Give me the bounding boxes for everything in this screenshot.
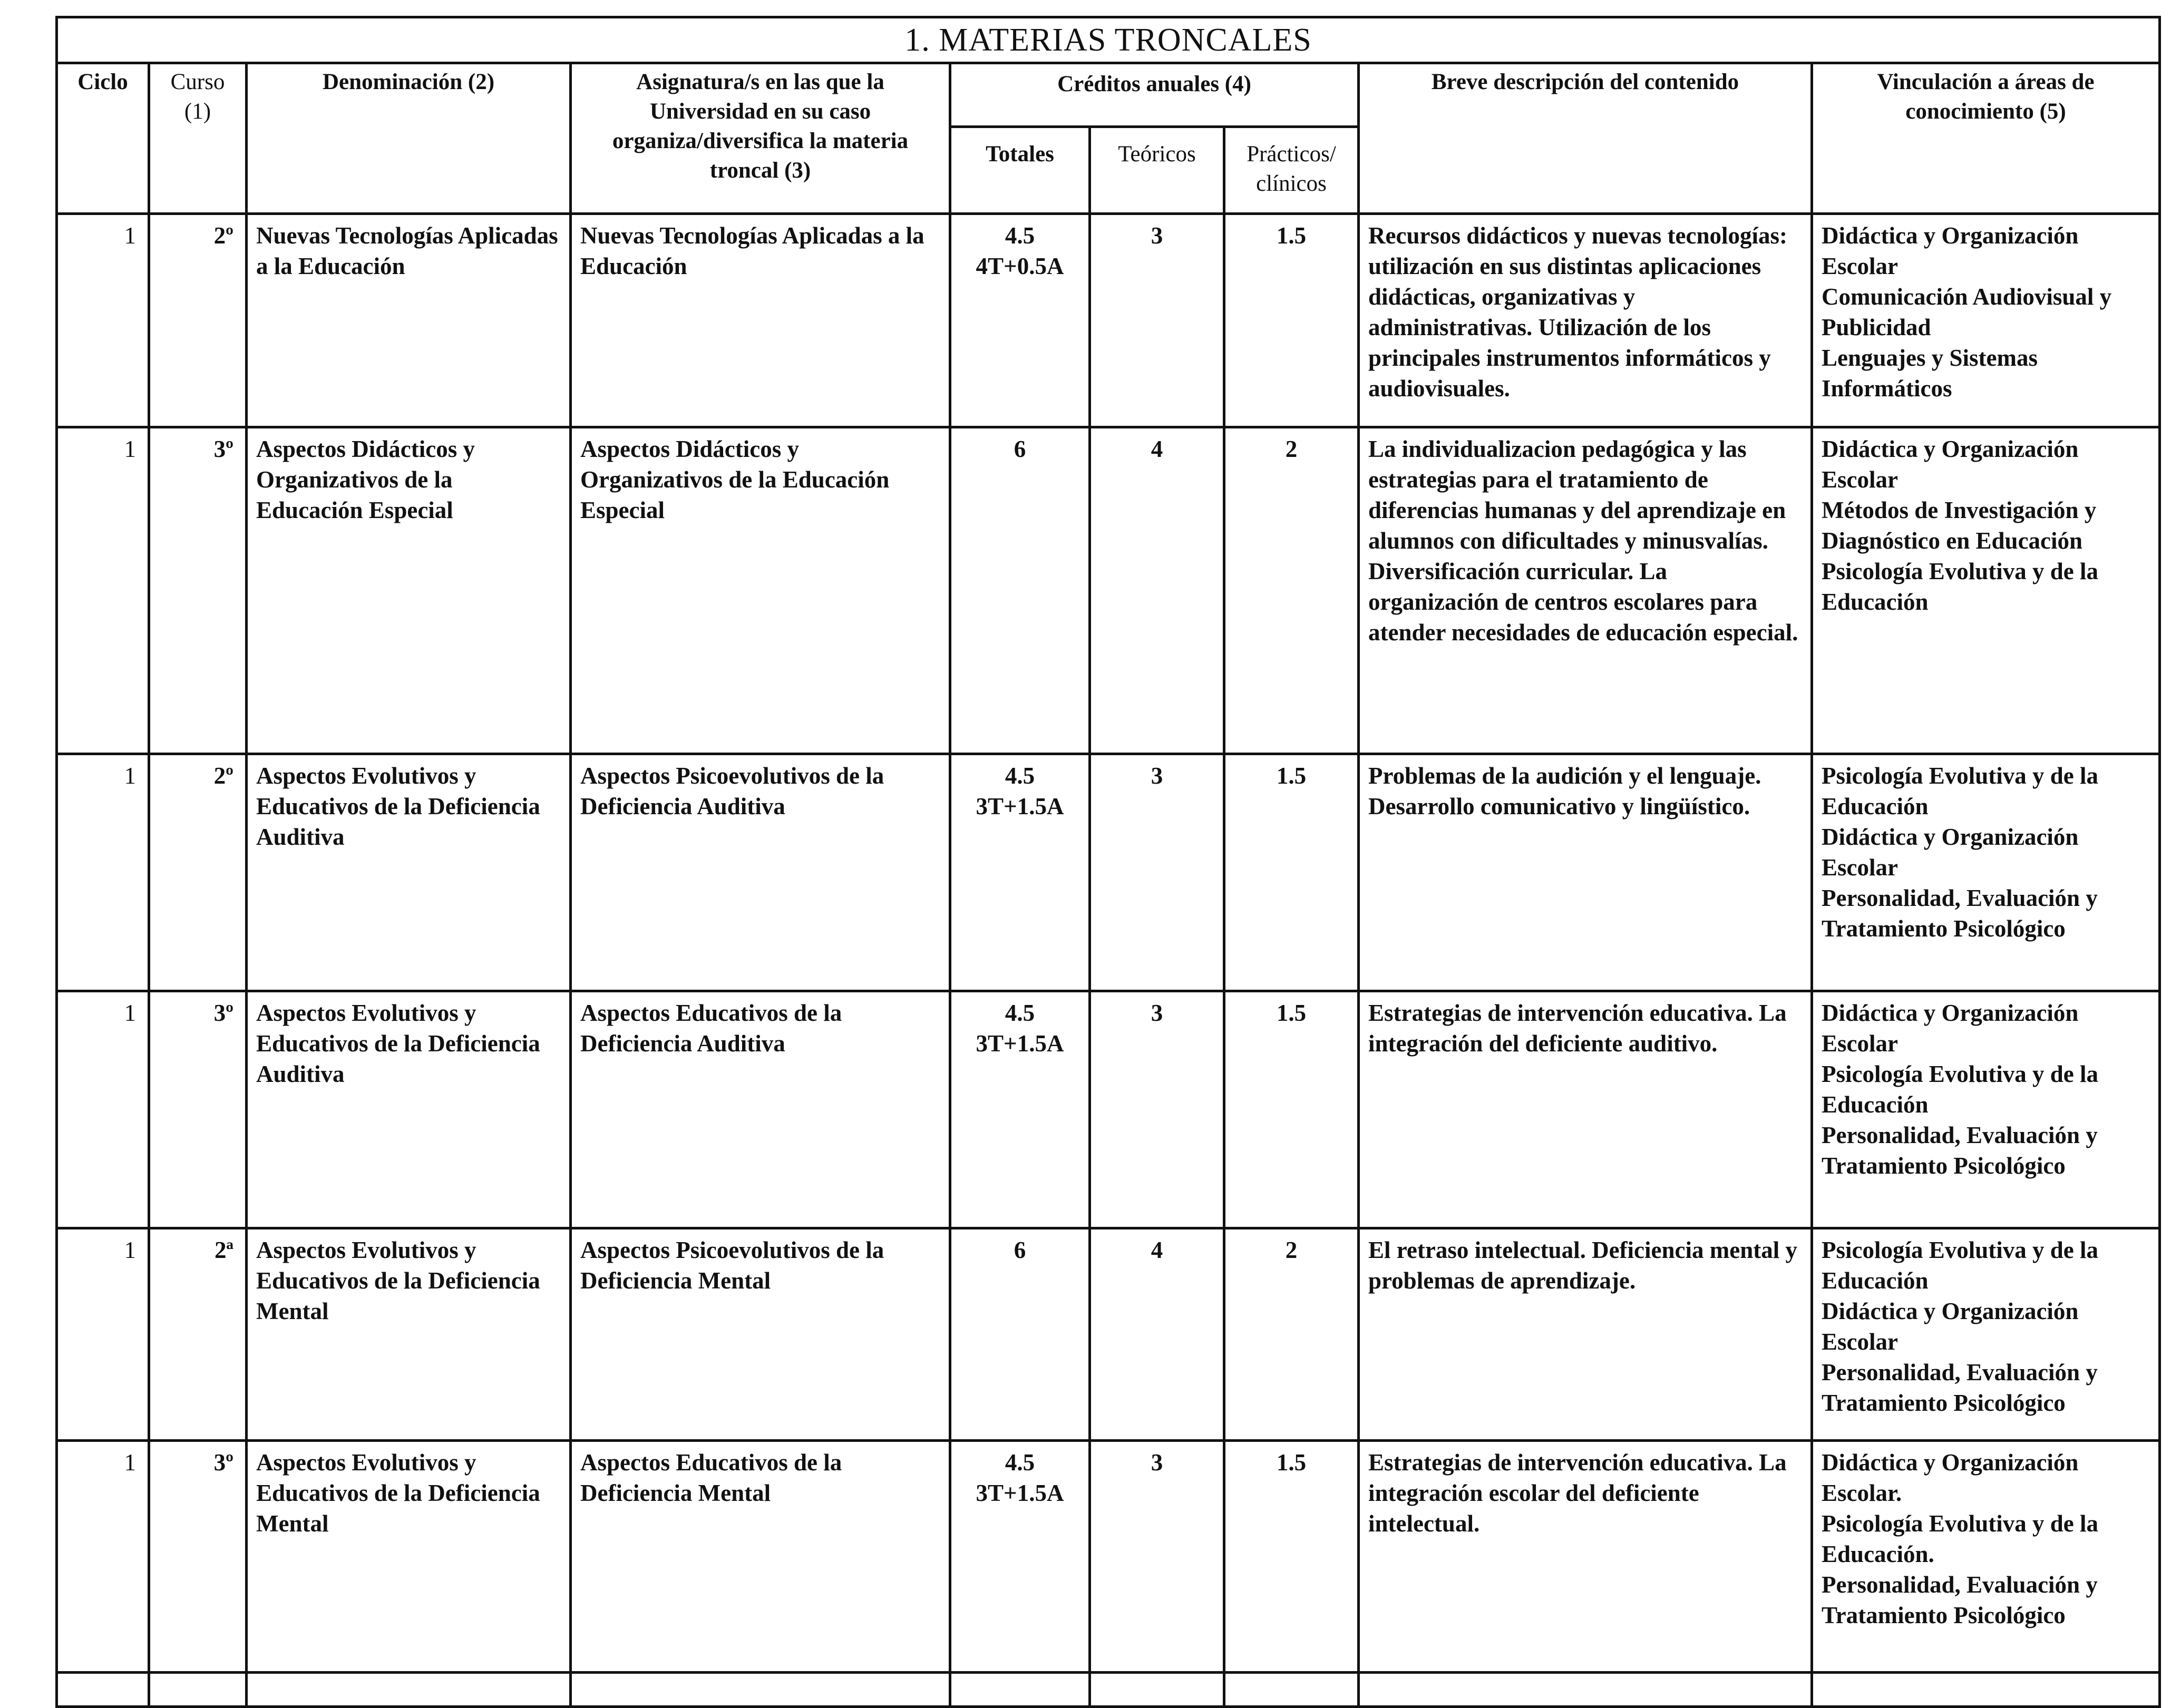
cell-practicos — [1224, 1441, 1359, 1673]
header-asignatura: Asignatura/s en las que la Universidad en su caso organiza/diversifica la materia troncal (3) — [571, 63, 950, 214]
row-asignatura: Aspectos Psicoevolutivos de la Deficiencia Auditiva — [580, 763, 884, 819]
cell-areas — [1812, 214, 2160, 427]
area-of-knowledge: Didáctica y Organización Escolar. — [1822, 1449, 2079, 1506]
table-row — [57, 991, 2160, 1228]
header-vinculacion: Vinculación a áreas de conocimiento (5) — [1812, 63, 2160, 214]
cell-curso — [149, 427, 247, 754]
cell-areas — [1812, 1228, 2160, 1441]
header-curso: Curso (1) — [149, 63, 247, 214]
table-row — [57, 1441, 2160, 1673]
row-asignatura: Aspectos Didácticos y Organizativos de la Educación Especial — [580, 436, 890, 523]
cell-curso — [149, 1228, 247, 1441]
cell-descripcion — [1359, 991, 1812, 1228]
area-of-knowledge: Personalidad, Evaluación y Tratamiento Psicológico — [1822, 1359, 2098, 1416]
cell-descripcion — [1359, 1228, 1812, 1441]
row-totales-detalle: 3T+1.5A — [976, 793, 1064, 819]
header-totales: Totales — [950, 127, 1090, 214]
cell-teoricos — [1090, 1228, 1224, 1441]
row-totales-detalle: 3T+1.5A — [976, 1480, 1064, 1506]
cell-totales — [950, 991, 1090, 1228]
row-denominacion: Aspectos Evolutivos y Educativos de la Deficiencia Mental — [256, 1237, 540, 1324]
row-teoricos: 4 — [1151, 436, 1163, 462]
area-of-knowledge: Didáctica y Organización Escolar — [1822, 824, 2079, 881]
row-practicos: 1.5 — [1276, 1000, 1307, 1026]
cell-areas — [1812, 754, 2160, 991]
cell-curso — [149, 1441, 247, 1673]
cell-teoricos — [1090, 1441, 1224, 1673]
spacer-cell — [1359, 1673, 1812, 1707]
cell-denominacion — [247, 1441, 571, 1673]
row-totales: 4.5 — [1005, 763, 1035, 789]
spacer-cell — [247, 1673, 571, 1707]
cell-teoricos — [1090, 214, 1224, 427]
area-of-knowledge: Didáctica y Organización Escolar — [1822, 222, 2079, 279]
row-ciclo: 1 — [124, 1237, 136, 1263]
spacer-cell — [149, 1673, 247, 1707]
header-practicos: Prácticos/ clínicos — [1224, 127, 1359, 214]
header-ciclo: Ciclo — [57, 63, 149, 214]
area-of-knowledge: Psicología Evolutiva y de la Educación — [1822, 558, 2099, 615]
area-of-knowledge: Personalidad, Evaluación y Tratamiento Psicológico — [1822, 885, 2098, 942]
cell-areas — [1812, 1441, 2160, 1673]
area-of-knowledge: Comunicación Audiovisual y Publicidad — [1822, 284, 2112, 340]
cell-curso — [149, 991, 247, 1228]
row-curso: 3º — [213, 436, 233, 462]
area-of-knowledge: Psicología Evolutiva y de la Educación — [1822, 1061, 2099, 1118]
cell-practicos — [1224, 754, 1359, 991]
cell-asignatura — [571, 1228, 950, 1441]
row-ciclo: 1 — [124, 1449, 136, 1476]
cell-teoricos — [1090, 754, 1224, 991]
row-curso: 2º — [213, 763, 233, 789]
cell-totales — [950, 427, 1090, 754]
row-asignatura: Nuevas Tecnologías Aplicadas a la Educación — [580, 222, 924, 279]
spacer-cell — [950, 1673, 1090, 1707]
cell-areas — [1812, 427, 2160, 754]
cell-asignatura — [571, 427, 950, 754]
row-denominacion: Aspectos Didácticos y Organizativos de la Educación Especial — [256, 436, 475, 523]
row-denominacion: Aspectos Evolutivos y Educativos de la Deficiencia Auditiva — [256, 763, 540, 850]
section-title: 1. MATERIAS TRONCALES — [57, 17, 2160, 63]
row-curso: 3º — [213, 1000, 233, 1026]
cell-ciclo — [57, 754, 149, 991]
row-teoricos: 3 — [1151, 1449, 1163, 1476]
spacer-cell — [1090, 1673, 1224, 1707]
header-descripcion: Breve descripción del contenido — [1359, 63, 1812, 214]
cell-descripcion — [1359, 214, 1812, 427]
row-totales: 4.5 — [1005, 222, 1035, 249]
area-of-knowledge: Lenguajes y Sistemas Informáticos — [1822, 345, 2038, 402]
cell-descripcion — [1359, 754, 1812, 991]
row-ciclo: 1 — [124, 763, 136, 789]
cell-denominacion — [247, 214, 571, 427]
cell-ciclo — [57, 1441, 149, 1673]
row-descripcion: El retraso intelectual. Deficiencia mental y problemas de aprendizaje. — [1368, 1237, 1797, 1294]
row-totales-detalle: 3T+1.5A — [976, 1030, 1064, 1057]
table-body — [57, 214, 2160, 1707]
row-teoricos: 3 — [1151, 1000, 1163, 1026]
area-of-knowledge: Personalidad, Evaluación y Tratamiento Psicológico — [1822, 1572, 2098, 1628]
cell-areas — [1812, 991, 2160, 1228]
cell-denominacion — [247, 754, 571, 991]
row-ciclo: 1 — [124, 222, 136, 249]
spacer-cell — [57, 1673, 149, 1707]
table-row — [57, 754, 2160, 991]
cell-totales — [950, 1441, 1090, 1673]
row-denominacion: Aspectos Evolutivos y Educativos de la Deficiencia Mental — [256, 1449, 540, 1537]
cell-descripcion — [1359, 427, 1812, 754]
row-teoricos: 3 — [1151, 222, 1163, 249]
row-descripcion: Estrategias de intervención educativa. La integración del deficiente auditivo. — [1368, 1000, 1787, 1057]
area-of-knowledge: Personalidad, Evaluación y Tratamiento Psicológico — [1822, 1122, 2098, 1179]
cell-teoricos — [1090, 427, 1224, 754]
row-curso: 3º — [213, 1449, 233, 1476]
area-of-knowledge: Psicología Evolutiva y de la Educación — [1822, 763, 2099, 819]
cell-denominacion — [247, 991, 571, 1228]
cell-practicos — [1224, 214, 1359, 427]
row-totales: 6 — [1014, 1237, 1026, 1263]
table-bottom-spacer — [57, 1673, 2160, 1707]
row-descripcion: Estrategias de intervención educativa. La integración escolar del deficiente intelectual. — [1368, 1449, 1787, 1537]
table-row — [57, 214, 2160, 427]
cell-practicos — [1224, 427, 1359, 754]
row-asignatura: Aspectos Educativos de la Deficiencia Auditiva — [580, 1000, 842, 1057]
materias-troncales-table — [55, 16, 2161, 1708]
area-of-knowledge: Didáctica y Organización Escolar — [1822, 1298, 2079, 1355]
header-denominacion: Denominación (2) — [247, 63, 571, 214]
row-practicos: 1.5 — [1276, 1449, 1307, 1476]
row-totales: 6 — [1014, 436, 1026, 462]
cell-denominacion — [247, 427, 571, 754]
row-denominacion: Aspectos Evolutivos y Educativos de la Deficiencia Auditiva — [256, 1000, 540, 1087]
cell-ciclo — [57, 427, 149, 754]
area-of-knowledge: Métodos de Investigación y Diagnóstico en Educación — [1822, 497, 2097, 554]
row-denominacion: Nuevas Tecnologías Aplicadas a la Educación — [256, 222, 558, 279]
cell-ciclo — [57, 991, 149, 1228]
spacer-cell — [1224, 1673, 1359, 1707]
cell-totales — [950, 1228, 1090, 1441]
table-row — [57, 1228, 2160, 1441]
cell-descripcion — [1359, 1441, 1812, 1673]
row-totales: 4.5 — [1005, 1000, 1035, 1026]
row-curso: 2ª — [215, 1237, 233, 1263]
row-asignatura: Aspectos Educativos de la Deficiencia Mental — [580, 1449, 842, 1506]
spacer-cell — [571, 1673, 950, 1707]
cell-practicos — [1224, 991, 1359, 1228]
row-descripcion: Problemas de la audición y el lenguaje. Desarrollo comunicativo y lingüístico. — [1368, 763, 1761, 819]
cell-totales — [950, 754, 1090, 991]
row-practicos: 2 — [1285, 436, 1298, 462]
row-teoricos: 3 — [1151, 763, 1163, 789]
row-descripcion: La individualizacion pedagógica y las estrategias para el tratamiento de diferencias humanas y del aprendizaje en alumnos con dificultades y minusvalías. Diversificación curricular. La organización de centros escolares para atender necesidades de educación especial. — [1368, 436, 1798, 646]
row-descripcion: Recursos didácticos y nuevas tecnologías: utilización en sus distintas aplicaciones didácticas, organizativas y administrativas. Utilización de los principales instrumentos informáticos y audiovisuales. — [1368, 222, 1787, 402]
row-curso: 2º — [213, 222, 233, 249]
area-of-knowledge: Didáctica y Organización Escolar — [1822, 1000, 2079, 1057]
cell-totales — [950, 214, 1090, 427]
cell-asignatura — [571, 991, 950, 1228]
cell-ciclo — [57, 214, 149, 427]
header-teoricos: Teóricos — [1090, 127, 1224, 214]
area-of-knowledge: Psicología Evolutiva y de la Educación. — [1822, 1510, 2099, 1567]
row-practicos: 1.5 — [1276, 763, 1307, 789]
header-creditos: Créditos anuales (4) — [950, 63, 1359, 127]
row-ciclo: 1 — [124, 436, 136, 462]
cell-asignatura — [571, 1441, 950, 1673]
cell-ciclo — [57, 1228, 149, 1441]
row-teoricos: 4 — [1151, 1237, 1163, 1263]
area-of-knowledge: Didáctica y Organización Escolar — [1822, 436, 2079, 493]
row-practicos: 2 — [1285, 1237, 1298, 1263]
row-ciclo: 1 — [124, 1000, 136, 1026]
cell-asignatura — [571, 754, 950, 991]
cell-asignatura — [571, 214, 950, 427]
cell-denominacion — [247, 1228, 571, 1441]
table-row — [57, 427, 2160, 754]
row-practicos: 1.5 — [1276, 222, 1307, 249]
spacer-cell — [1812, 1673, 2160, 1707]
cell-practicos — [1224, 1228, 1359, 1441]
cell-curso — [149, 214, 247, 427]
area-of-knowledge: Psicología Evolutiva y de la Educación — [1822, 1237, 2099, 1294]
cell-teoricos — [1090, 991, 1224, 1228]
row-totales: 4.5 — [1005, 1449, 1035, 1476]
row-totales-detalle: 4T+0.5A — [976, 253, 1064, 279]
cell-curso — [149, 754, 247, 991]
troncales-sheet — [55, 16, 2158, 1708]
row-asignatura: Aspectos Psicoevolutivos de la Deficiencia Mental — [580, 1237, 884, 1294]
